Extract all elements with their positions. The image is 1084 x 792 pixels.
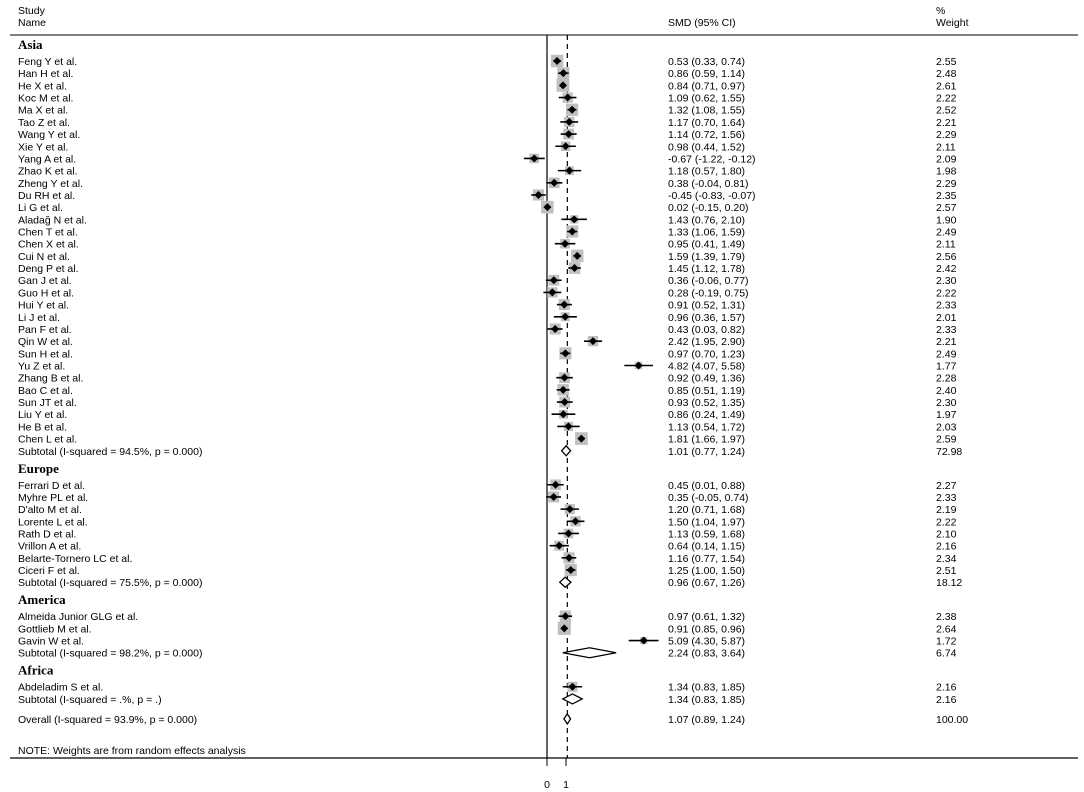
study-ci-text: 1.45 (1.12, 1.78) — [668, 263, 746, 276]
study-ci-text: 1.18 (0.57, 1.80) — [668, 165, 746, 178]
study-ci-text: 0.84 (0.71, 0.97) — [668, 80, 746, 93]
study-name: He B et al. — [18, 421, 68, 434]
study-weight: 2.34 — [936, 552, 957, 565]
subtotal-diamond — [560, 577, 571, 587]
study-ci-text: 0.43 (0.03, 0.82) — [668, 323, 746, 336]
study-weight: 2.21 — [936, 116, 957, 129]
study-weight: 2.56 — [936, 250, 957, 263]
study-name: Li G et al. — [18, 202, 63, 215]
study-ci-text: 1.16 (0.77, 1.54) — [668, 552, 746, 565]
study-name: Cui N et al. — [18, 250, 70, 263]
study-name: D'alto M et al. — [18, 504, 82, 517]
study-weight: 2.52 — [936, 104, 957, 117]
study-ci-text: 0.91 (0.85, 0.96) — [668, 623, 746, 636]
study-weight: 2.29 — [936, 129, 957, 142]
study-name: Ferrari D et al. — [18, 479, 86, 492]
group-heading: Europe — [18, 460, 59, 476]
footnote: NOTE: Weights are from random effects analysis — [18, 745, 246, 757]
study-ci-text: 2.42 (1.95, 2.90) — [668, 336, 746, 349]
study-ci-text: 0.86 (0.24, 1.49) — [668, 409, 746, 422]
study-name: Ciceri F et al. — [18, 565, 80, 578]
study-name: Feng Y et al. — [18, 56, 78, 68]
subtotal-label: Subtotal (I-squared = 75.5%, p = 0.000) — [18, 577, 203, 590]
study-ci-text: -0.67 (-1.22, -0.12) — [668, 153, 756, 166]
study-ci-text: 1.25 (1.00, 1.50) — [668, 565, 746, 578]
study-weight: 2.11 — [936, 238, 956, 251]
overall-ci-text: 1.07 (0.89, 1.24) — [668, 713, 746, 726]
study-weight: 2.61 — [936, 80, 957, 93]
subtotal-label: Subtotal (I-squared = 98.2%, p = 0.000) — [18, 647, 203, 660]
study-name: He X et al. — [18, 80, 68, 93]
study-ci-text: 1.43 (0.76, 2.10) — [668, 214, 746, 227]
subtotal-diamond — [563, 648, 616, 658]
study-ci-text: 0.97 (0.61, 1.32) — [668, 611, 746, 624]
study-ci-text: 5.09 (4.30, 5.87) — [668, 635, 746, 648]
header-weight: Weight — [936, 17, 969, 29]
study-weight: 2.29 — [936, 177, 957, 190]
study-name: Sun JT et al. — [18, 397, 77, 410]
header-percent: % — [936, 5, 946, 17]
study-ci-text: 0.97 (0.70, 1.23) — [668, 348, 746, 361]
subtotal-label: Subtotal (I-squared = .%, p = .) — [18, 693, 162, 706]
study-name: Belarte-Tornero LC et al. — [18, 552, 133, 565]
study-name: Li J et al. — [18, 311, 61, 324]
study-name: Qin W et al. — [18, 336, 73, 349]
study-weight: 2.16 — [936, 540, 957, 553]
study-ci-text: 0.64 (0.14, 1.15) — [668, 540, 746, 553]
study-weight: 1.72 — [936, 635, 957, 648]
study-name: Pan F et al. — [18, 323, 72, 336]
study-name: Gan J et al. — [18, 275, 72, 288]
study-weight: 2.01 — [936, 311, 957, 324]
study-ci-text: -0.45 (-0.83, -0.07) — [668, 189, 756, 202]
study-ci-text: 0.85 (0.51, 1.19) — [668, 384, 746, 397]
subtotal-ci-text: 2.24 (0.83, 3.64) — [668, 647, 746, 660]
study-weight: 2.49 — [936, 348, 957, 361]
study-weight: 2.19 — [936, 504, 957, 517]
study-ci-text: 0.53 (0.33, 0.74) — [668, 56, 746, 68]
subtotal-weight: 2.16 — [936, 693, 957, 706]
study-ci-text: 1.09 (0.62, 1.55) — [668, 92, 746, 105]
study-name: Koc M et al. — [18, 92, 74, 105]
study-weight: 2.42 — [936, 263, 957, 276]
subtotal-ci-text: 1.34 (0.83, 1.85) — [668, 693, 746, 706]
study-weight: 2.57 — [936, 202, 957, 215]
subtotal-diamond — [563, 694, 582, 704]
study-ci-text: 0.98 (0.44, 1.52) — [668, 141, 746, 154]
study-name: Gottlieb M et al. — [18, 623, 92, 636]
study-weight: 2.35 — [936, 189, 957, 202]
study-ci-text: 0.45 (0.01, 0.88) — [668, 479, 746, 492]
study-ci-text: 0.35 (-0.05, 0.74) — [668, 491, 749, 504]
study-name: Hui Y et al. — [18, 299, 69, 312]
study-name: Yu Z et al. — [18, 360, 66, 373]
study-weight: 2.22 — [936, 287, 957, 300]
study-ci-text: 1.81 (1.66, 1.97) — [668, 433, 746, 446]
study-ci-text: 4.82 (4.07, 5.58) — [668, 360, 746, 373]
study-weight: 2.28 — [936, 372, 957, 385]
study-weight: 2.10 — [936, 528, 957, 541]
study-weight: 1.77 — [936, 360, 957, 373]
study-ci-text: 1.14 (0.72, 1.56) — [668, 129, 746, 142]
study-weight: 2.22 — [936, 92, 957, 105]
study-weight: 2.48 — [936, 68, 957, 81]
study-name: Xie Y et al. — [18, 141, 69, 154]
study-weight: 2.40 — [936, 384, 957, 397]
overall-weight: 100.00 — [936, 713, 969, 726]
study-name: Myhre PL et al. — [18, 491, 89, 504]
overall-diamond — [564, 714, 571, 724]
study-ci-text: 1.13 (0.54, 1.72) — [668, 421, 746, 434]
subtotal-label: Subtotal (I-squared = 94.5%, p = 0.000) — [18, 445, 203, 458]
study-weight: 2.51 — [936, 565, 957, 578]
study-name: Guo H et al. — [18, 287, 75, 300]
study-ci-text: 1.34 (0.83, 1.85) — [668, 681, 746, 694]
study-ci-text: 0.96 (0.36, 1.57) — [668, 311, 746, 324]
study-weight: 2.55 — [936, 56, 957, 68]
study-weight: 2.64 — [936, 623, 957, 636]
study-name: Liu Y et al. — [18, 409, 68, 422]
study-name: Aladağ N et al. — [18, 214, 87, 227]
study-weight: 1.98 — [936, 165, 957, 178]
study-name: Du RH et al. — [18, 189, 76, 202]
study-name: Bao C et al. — [18, 384, 73, 397]
study-name: Chen L et al. — [18, 433, 78, 446]
study-weight: 2.49 — [936, 226, 957, 239]
study-name: Rath D et al. — [18, 528, 77, 541]
study-weight: 1.97 — [936, 409, 957, 422]
study-name: Zheng Y et al. — [18, 177, 83, 190]
study-name: Zhang B et al. — [18, 372, 84, 385]
study-weight: 2.22 — [936, 516, 957, 529]
study-ci-text: 1.50 (1.04, 1.97) — [668, 516, 746, 529]
study-weight: 2.59 — [936, 433, 957, 446]
study-name: Ma X et al. — [18, 104, 69, 117]
study-name: Zhao K et al. — [18, 165, 78, 178]
study-ci-text: 0.86 (0.59, 1.14) — [668, 68, 746, 81]
study-weight: 2.33 — [936, 491, 957, 504]
study-ci-text: 0.91 (0.52, 1.31) — [668, 299, 746, 312]
subtotal-diamond — [562, 446, 571, 456]
study-name: Vrillon A et al. — [18, 540, 82, 553]
header-effect: SMD (95% CI) — [668, 17, 736, 29]
study-ci-text: 1.59 (1.39, 1.79) — [668, 250, 746, 263]
study-name: Deng P et al. — [18, 263, 79, 276]
study-name: Almeida Junior GLG et al. — [18, 611, 139, 624]
header-name: Name — [18, 17, 47, 29]
study-ci-text: 1.32 (1.08, 1.55) — [668, 104, 746, 117]
study-ci-text: 0.38 (-0.04, 0.81) — [668, 177, 749, 190]
study-weight: 2.30 — [936, 397, 957, 410]
group-heading: Africa — [18, 662, 54, 678]
header-study: Study — [18, 5, 45, 17]
study-ci-text: 0.02 (-0.15, 0.20) — [668, 202, 749, 215]
group-heading: Asia — [18, 37, 43, 52]
study-weight: 2.27 — [936, 479, 957, 492]
study-weight: 2.21 — [936, 336, 957, 349]
study-weight: 2.16 — [936, 681, 957, 694]
study-name: Tao Z et al. — [18, 116, 70, 129]
study-name: Lorente L et al. — [18, 516, 88, 529]
subtotal-weight: 6.74 — [936, 647, 957, 660]
study-weight: 2.33 — [936, 323, 957, 336]
study-name: Han H et al. — [18, 68, 74, 81]
study-weight: 2.11 — [936, 141, 956, 154]
study-weight: 1.90 — [936, 214, 957, 227]
study-weight: 2.30 — [936, 275, 957, 288]
study-name: Chen X et al. — [18, 238, 79, 251]
group-heading: America — [18, 592, 66, 608]
study-name: Sun H et al. — [18, 348, 73, 361]
subtotal-ci-text: 1.01 (0.77, 1.24) — [668, 445, 746, 458]
study-name: Abdeladim S et al. — [18, 681, 104, 694]
study-ci-text: 1.33 (1.06, 1.59) — [668, 226, 746, 239]
study-name: Yang A et al. — [18, 153, 77, 166]
subtotal-weight: 72.98 — [936, 445, 963, 458]
subtotal-ci-text: 0.96 (0.67, 1.26) — [668, 577, 746, 590]
study-ci-text: 0.93 (0.52, 1.35) — [668, 397, 746, 410]
study-name: Gavin W et al. — [18, 635, 84, 648]
study-ci-text: 1.17 (0.70, 1.64) — [668, 116, 746, 129]
study-ci-text: 1.13 (0.59, 1.68) — [668, 528, 746, 541]
study-weight: 2.38 — [936, 611, 957, 624]
overall-label: Overall (I-squared = 93.9%, p = 0.000) — [18, 713, 198, 726]
study-ci-text: 0.36 (-0.06, 0.77) — [668, 275, 749, 288]
study-ci-text: 0.28 (-0.19, 0.75) — [668, 287, 749, 300]
x-tick-label: 0 — [544, 779, 550, 791]
study-ci-text: 1.20 (0.71, 1.68) — [668, 504, 746, 517]
study-name: Wang Y et al. — [18, 129, 81, 142]
x-tick-label: 1 — [563, 779, 569, 791]
study-weight: 2.03 — [936, 421, 957, 434]
study-weight: 2.09 — [936, 153, 957, 166]
study-ci-text: 0.95 (0.41, 1.49) — [668, 238, 746, 251]
forest-rows — [18, 35, 968, 791]
study-name: Chen T et al. — [18, 226, 78, 239]
study-weight: 2.33 — [936, 299, 957, 312]
subtotal-weight: 18.12 — [936, 577, 963, 590]
study-ci-text: 0.92 (0.49, 1.36) — [668, 372, 746, 385]
